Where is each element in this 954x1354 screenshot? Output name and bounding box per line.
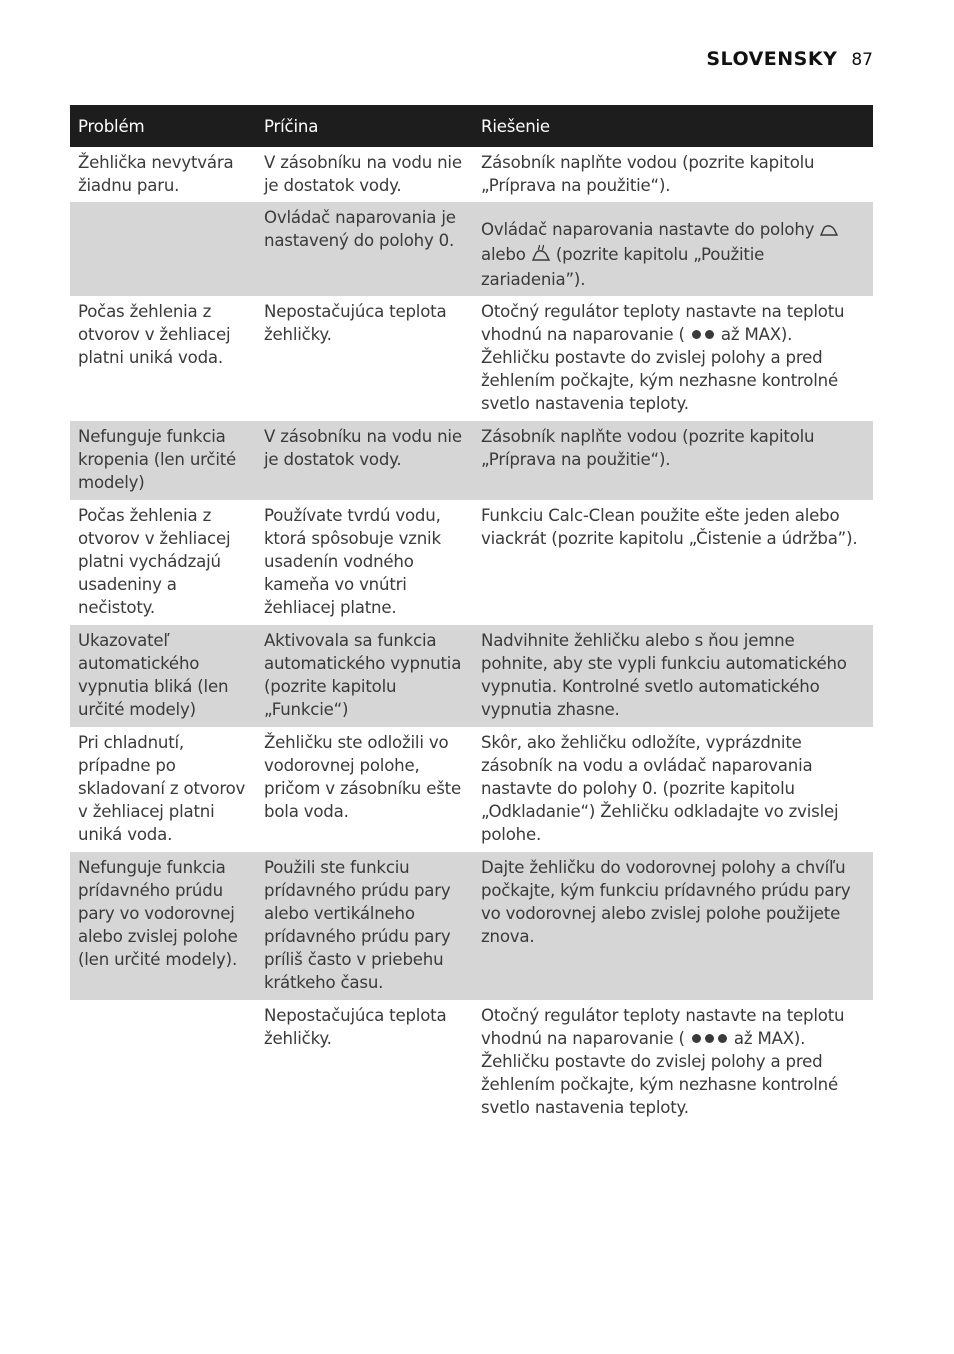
solution-cell: Dajte žehličku do vodorovnej polohy a chvíľu počkajte, kým funkciu prídavného prúdu pary vo vodorovnej alebo zvislej polohe použijete znova. [473,852,873,1000]
temperature-dots-icon [690,325,716,344]
table-row [70,625,873,727]
problem-cell: Nefunguje funkcia prídavného prúdu pary vo vodorovnej alebo zvislej polohe (len určité modely). [70,852,256,1000]
cause-cell: Žehličku ste odložili vo vodorovnej polohe, pričom v zásobníku ešte bola voda. [264,733,461,821]
solution-cell: Skôr, ako žehličku odložíte, vyprázdnite zásobník na vodu a ovládač naparovania nastavte do polohy 0. (pozrite kapitolu „Odkladanie“) Žehličku odkladajte vo zvislej polohe. [481,733,839,844]
problem-cell: Nefunguje funkcia kropenia (len určité modely) [70,421,256,500]
table-row [70,202,873,296]
page-number: 87 [851,50,873,70]
problem-cell: Počas žehlenia z otvorov v žehliacej platni uniká voda. [78,302,231,367]
problem-cell: Počas žehlenia z otvorov v žehliacej platni vychádzajú usadeniny a nečistoty. [78,506,231,617]
table-row [70,852,873,1000]
table-row [70,500,873,625]
cause-cell: Ovládač naparovania je nastavený do polohy 0. [256,202,473,296]
solution-cell: Zásobník naplňte vodou (pozrite kapitolu „Príprava na použitie“). [481,153,815,195]
solution-cell [473,202,873,296]
problem-cell [70,1000,256,1125]
column-header-solution: Riešenie [473,105,873,147]
table-row [70,1000,873,1125]
solution-cell: Nadvihnite žehličku alebo s ňou jemne pohnite, aby ste vypli funkciu automatického vypnutia. Kontrolné svetlo automatického vypnutia zhasne. [473,625,873,727]
temperature-dots-icon [690,1029,729,1048]
solution-cell: Funkciu Calc-Clean použite ešte jeden alebo viackrát (pozrite kapitolu „Čistenie a údržba”). [481,506,858,548]
table-header-row [70,105,873,147]
problem-cell: Pri chladnutí, prípadne po skladovaní z otvorov v žehliacej platni uniká voda. [78,733,246,844]
solution-text: Otočný regulátor teploty nastavte na teplotu vhodnú na naparovanie ( [481,302,845,344]
table-row [70,727,873,852]
problem-cell [70,202,256,296]
cause-cell: Nepostačujúca teplota žehličky. [264,302,447,344]
problem-cell: Žehlička nevytvára žiadnu paru. [78,153,234,195]
solution-text: Ovládač naparovania nastavte do polohy [481,220,815,239]
table-row [70,147,873,202]
steam-high-icon [531,244,551,268]
solution-cell [473,1000,873,1125]
solution-text: až MAX). Žehličku postavte do zvislej polohy a pred žehlením počkajte, kým nezhasne kontrolné svetlo nastavenia teploty. [481,1029,838,1117]
column-header-cause: Príčina [256,105,473,147]
solution-cell: Zásobník naplňte vodou (pozrite kapitolu „Príprava na použitie“). [473,421,873,500]
cause-cell: V zásobníku na vodu nie je dostatok vody. [256,421,473,500]
problem-cell: Ukazovateľ automatického vypnutia bliká (len určité modely) [70,625,256,727]
troubleshooting-table [70,105,873,1125]
solution-text: (pozrite kapitolu „Použitie zariadenia”). [481,245,765,289]
column-header-problem: Problém [70,105,256,147]
cause-cell: V zásobníku na vodu nie je dostatok vody. [264,153,462,195]
solution-text: alebo [481,245,526,264]
solution-cell [473,296,873,421]
solution-text: až MAX). Žehličku postavte do zvislej polohy a pred žehlením počkajte, kým nezhasne kontrolné svetlo nastavenia teploty. [481,325,838,413]
cause-cell: Aktivovala sa funkcia automatického vypnutia (pozrite kapitolu „Funkcie“) [256,625,473,727]
steam-low-icon [819,220,839,243]
table-row [70,296,873,421]
cause-cell: Použili ste funkciu prídavného prúdu pary alebo vertikálneho prídavného prúdu pary príliš často v priebehu krátkeho času. [256,852,473,1000]
table-row [70,421,873,500]
language-label: SLOVENSKY [706,48,838,70]
page-header [706,48,873,70]
solution-text: Otočný regulátor teploty nastavte na teplotu vhodnú na naparovanie ( [481,1006,845,1048]
cause-cell: Nepostačujúca teplota žehličky. [264,1006,447,1048]
cause-cell: Používate tvrdú vodu, ktorá spôsobuje vznik usadenín vodného kameňa vo vnútri žehliacej platne. [264,506,441,617]
